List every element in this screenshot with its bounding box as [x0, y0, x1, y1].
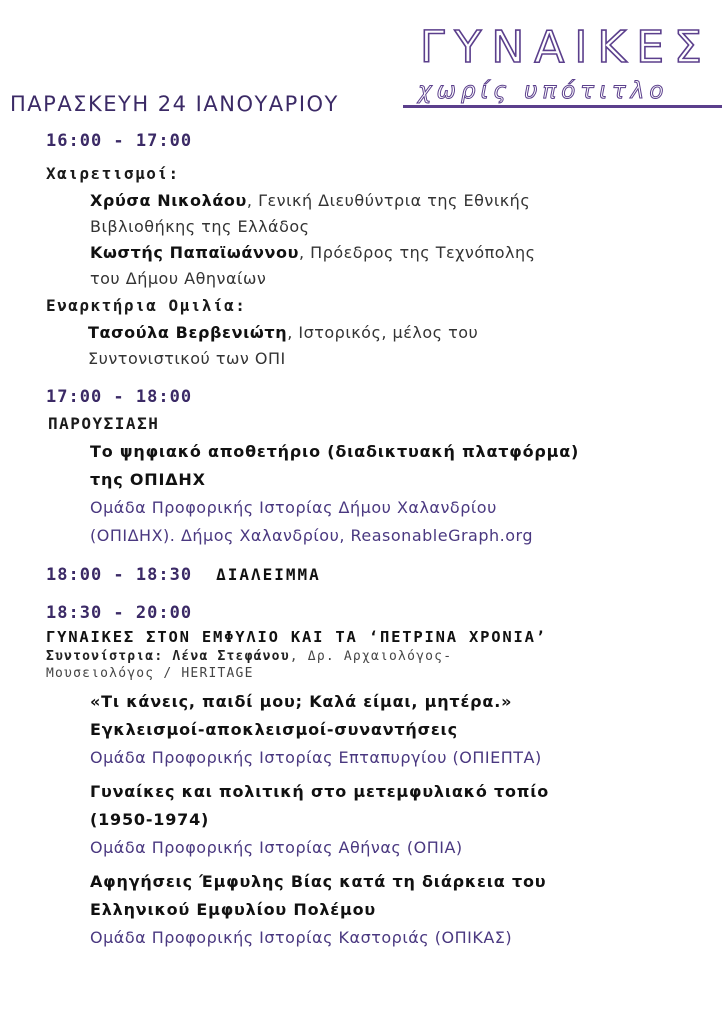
group-name: Ομάδα Προφορικής Ιστορίας Καστοριάς (ΟΠΙΚΑΣ) — [90, 928, 513, 947]
group-name-cont: (ΟΠΙΔΗΧ). Δήμος Χαλανδρίου, ReasonableGraph.org — [90, 526, 533, 545]
event-date: ΠΑΡΑΣΚΕΥΗ 24 ΙΑΝΟΥΑΡΙΟΥ — [10, 92, 339, 116]
slot-time: 18:00 - 18:30 — [46, 565, 193, 585]
talk-title: Γυναίκες και πολιτική στο μετεμφυλιακό τοπίο — [90, 782, 550, 801]
break-label: ΔΙΑΛΕΙΜΜΑ — [216, 565, 321, 584]
program — [0, 128, 722, 952]
speaker-name: Κωστής Παπαϊωάννου — [90, 243, 299, 262]
break-row — [0, 562, 722, 588]
slot-time: 17:00 - 18:00 — [46, 387, 193, 407]
coordinator-label: Συντονίστρια: — [46, 649, 173, 664]
speaker-name: Χρύσα Νικολάου — [90, 191, 247, 210]
coordinator-role-cont: Μουσειολόγος / HERITAGE — [46, 666, 254, 681]
coordinator-role: , Δρ. Αρχαιολόγος- — [289, 649, 453, 664]
talk-title: Αφηγήσεις Έμφυλης Βίας κατά τη διάρκεια του — [90, 872, 547, 891]
speaker-entry — [90, 240, 722, 292]
greetings-label: Χαιρετισμοί: — [46, 164, 180, 183]
speaker-entry — [88, 320, 722, 372]
talk-title: Το ψηφιακό αποθετήριο (διαδικτυακή πλατφόρμα) — [90, 442, 580, 461]
speaker-entry — [90, 188, 722, 240]
logo-subtitle: χωρίς υπότιτλο — [418, 78, 669, 104]
presentation-label: ΠΑΡΟΥΣΙΑΣΗ — [48, 414, 160, 433]
group-name: Ομάδα Προφορικής Ιστορίας Δήμου Χαλανδρίου — [90, 498, 497, 517]
opening-label: Εναρκτήρια Ομιλία: — [46, 296, 247, 315]
talk-title-cont: της ΟΠΙΔΗΧ — [90, 470, 206, 489]
speaker-role: , Ιστορικός, μέλος του — [287, 323, 479, 342]
logo-title: ΓΥΝΑΙΚΕΣ — [420, 22, 712, 73]
slot-time: 16:00 - 17:00 — [46, 131, 193, 151]
talk-title-cont: Εγκλεισμοί-αποκλεισμοί-συναντήσεις — [90, 720, 458, 739]
date-header — [10, 92, 722, 122]
coordinator — [46, 648, 722, 682]
date-divider — [403, 105, 722, 108]
speaker-role-cont: Συντονιστικού των ΟΠΙ — [88, 349, 286, 368]
talk-title-cont: Ελληνικού Εμφυλίου Πολέμου — [90, 900, 376, 919]
coordinator-name: Λένα Στεφάνου — [172, 649, 290, 664]
speaker-role: , Πρόεδρος της Τεχνόπολης — [298, 243, 536, 262]
talk-title-cont: (1950-1974) — [90, 810, 210, 829]
speaker-role-cont: Βιβλιοθήκης της Ελλάδος — [90, 217, 310, 236]
speaker-role: , Γενική Διευθύντρια της Εθνικής — [246, 191, 531, 210]
slot-time: 18:30 - 20:00 — [46, 603, 193, 623]
group-name: Ομάδα Προφορικής Ιστορίας Αθήνας (ΟΠΙΑ) — [90, 838, 463, 857]
group-name: Ομάδα Προφορικής Ιστορίας Επταπυργίου (ΟΠΙΕΠΤΑ) — [90, 748, 542, 767]
speaker-role-cont: του Δήμου Αθηναίων — [90, 269, 267, 288]
speaker-name: Τασούλα Βερβενιώτη — [88, 323, 288, 342]
talk-title: «Τι κάνεις, παιδί μου; Καλά είμαι, μητέρα.» — [90, 692, 513, 711]
session-title: ΓΥΝΑΙΚΕΣ ΣΤΟΝ ΕΜΦΥΛΙΟ ΚΑΙ ΤΑ ‘ΠΕΤΡΙΝΑ ΧΡΟΝΙΑ’ — [46, 628, 547, 646]
